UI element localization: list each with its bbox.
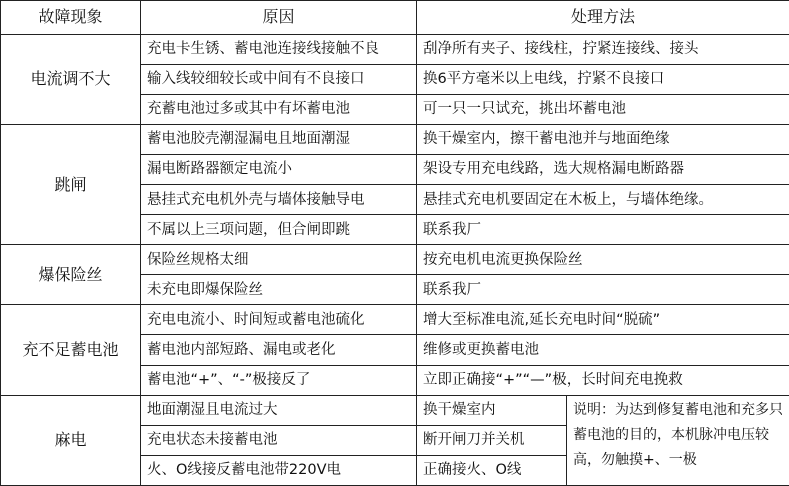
method-cell: 断开闸刀并关机 xyxy=(417,425,567,455)
cause-cell: 未充电即爆保险丝 xyxy=(141,275,417,305)
cause-cell: 充电电流小、时间短或蓄电池硫化 xyxy=(141,305,417,335)
symptom-cell: 麻电 xyxy=(1,395,141,485)
table-row xyxy=(1,124,789,154)
cause-cell: 输入线较细较长或中间有不良接口 xyxy=(141,64,417,94)
header-symptom: 故障现象 xyxy=(1,1,141,35)
method-cell: 增大至标准电流,延长充电时间“脱硫” xyxy=(417,305,789,335)
method-cell: 按充电机电流更换保险丝 xyxy=(417,245,789,275)
cause-cell: 充蓄电池过多或其中有坏蓄电池 xyxy=(141,94,417,124)
method-cell: 悬挂式充电机要固定在木板上，与墙体绝缘。 xyxy=(417,185,789,215)
cause-cell: 不属以上三项问题，但合闸即跳 xyxy=(141,215,417,245)
method-cell: 架设专用充电线路，选大规格漏电断路器 xyxy=(417,154,789,184)
symptom-cell: 爆保险丝 xyxy=(1,245,141,305)
method-cell: 换6平方毫米以上电线，拧紧不良接口 xyxy=(417,64,789,94)
method-cell: 刮净所有夹子、接线柱，拧紧连接线、接头 xyxy=(417,34,789,64)
method-cell: 换干燥室内，擦干蓄电池并与地面绝缘 xyxy=(417,124,789,154)
cause-cell: 地面潮湿且电流过大 xyxy=(141,395,417,425)
cause-cell: 保险丝规格太细 xyxy=(141,245,417,275)
method-cell: 可一只一只试充，挑出坏蓄电池 xyxy=(417,94,789,124)
cause-cell: 蓄电池胶壳潮湿漏电且地面潮湿 xyxy=(141,124,417,154)
table-row xyxy=(1,305,789,335)
cause-cell: 火、O线接反蓄电池带220V电 xyxy=(141,455,417,485)
cause-cell: 充电卡生锈、蓄电池连接线接触不良 xyxy=(141,34,417,64)
cause-cell: 蓄电池内部短路、漏电或老化 xyxy=(141,335,417,365)
table-row xyxy=(1,245,789,275)
method-cell: 联系我厂 xyxy=(417,215,789,245)
header-row xyxy=(1,1,789,35)
method-cell: 正确接火、O线 xyxy=(417,455,567,485)
method-cell: 立即正确接“+”“—”极，长时间充电挽救 xyxy=(417,365,789,395)
method-cell: 维修或更换蓄电池 xyxy=(417,335,789,365)
cause-cell: 漏电断路器额定电流小 xyxy=(141,154,417,184)
method-cell: 联系我厂 xyxy=(417,275,789,305)
method-cell: 换干燥室内 xyxy=(417,395,567,425)
cause-cell: 充电状态未接蓄电池 xyxy=(141,425,417,455)
symptom-cell: 电流调不大 xyxy=(1,34,141,124)
symptom-cell: 充不足蓄电池 xyxy=(1,305,141,395)
note-cell: 说明：为达到修复蓄电池和充多只蓄电池的目的，本机脉冲电压较高，勿触摸+、一极 xyxy=(567,395,789,485)
header-method: 处理方法 xyxy=(417,1,789,35)
cause-cell: 蓄电池“+”、“-”极接反了 xyxy=(141,365,417,395)
table-row xyxy=(1,395,789,425)
symptom-cell: 跳闸 xyxy=(1,124,141,244)
cause-cell: 悬挂式充电机外壳与墙体接触导电 xyxy=(141,185,417,215)
header-cause: 原因 xyxy=(141,1,417,35)
table-row xyxy=(1,34,789,64)
